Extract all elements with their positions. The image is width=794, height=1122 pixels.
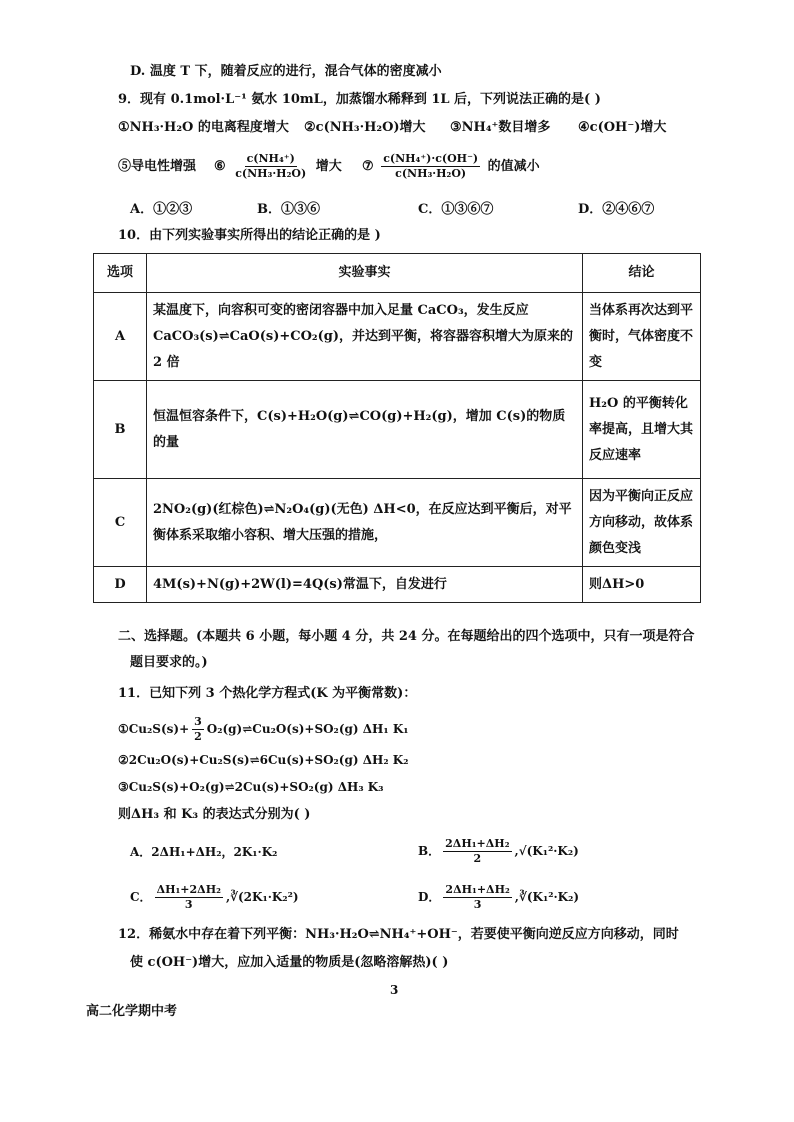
q9-s7-denominator: c(NH₃·H₂O) [395, 167, 467, 180]
q11-equation-3: ③Cu₂S(s)+O₂(g)⇌2Cu(s)+SO₂(g) ΔH₃ K₃ [118, 780, 384, 794]
q11-eq1-left: ①Cu₂S(s)+ [118, 722, 190, 736]
q10-stem: 10．由下列实验事实所得出的结论正确的是 ) [118, 228, 381, 243]
q9-s6-numerator: c(NH₄⁺) [246, 152, 295, 165]
table-row [94, 293, 701, 381]
row-d-fact: 4M(s)+N(g)+2W(l)=4Q(s)常温下，自发进行 [147, 567, 583, 603]
q9-statement-2: ②c(NH₃·H₂O)增大 [304, 120, 426, 135]
q9-statement-3: ③NH₄⁺数目增多 [450, 120, 551, 135]
q8-option-d: D. 温度 T 下，随着反应的进行，混合气体的密度减小 [130, 64, 442, 79]
q9-s7-marker: ⑦ [362, 159, 374, 174]
header-fact: 实验事实 [147, 254, 583, 293]
q9-s7-suffix: 的值减小 [487, 159, 540, 174]
row-d-conclusion: 则ΔH>0 [583, 567, 701, 603]
row-c-conclusion: 因为平衡向正反应方向移动，故体系颜色变浅 [583, 479, 701, 567]
q9-statement-7 [362, 148, 540, 186]
q11-option-c [130, 878, 299, 916]
q9-option-a: A．①②③ [130, 202, 193, 217]
q11-c-num: ΔH₁+2ΔH₂ [156, 883, 221, 896]
header-option: 选项 [94, 254, 147, 293]
q11-eq1-num: 3 [194, 715, 202, 728]
q11-b-num: 2ΔH₁+ΔH₂ [445, 837, 510, 850]
q11-d-den: 3 [473, 898, 482, 911]
q9-s6-marker: ⑥ [214, 159, 226, 174]
q9-s6-fraction [233, 152, 308, 181]
q11-eq1-right: O₂(g)⇌Cu₂O(s)+SO₂(g) ΔH₁ K₁ [206, 722, 409, 736]
q11-c-den: 3 [184, 898, 193, 911]
q9-s7-fraction [381, 152, 480, 181]
section-2-heading-cont: 题目要求的。) [130, 655, 208, 670]
q11-c-label: C． [130, 890, 152, 904]
table-header-row [94, 254, 701, 293]
q9-s7-numerator: c(NH₄⁺)·c(OH⁻) [383, 152, 479, 165]
q11-question: 则ΔH₃ 和 K₃ 的表达式分别为( ) [118, 807, 311, 822]
q11-eq1-fraction [192, 715, 204, 744]
q11-b-den: 2 [473, 852, 482, 865]
q9-option-c: C．①③⑥⑦ [418, 202, 494, 217]
q11-b-fraction [443, 837, 511, 866]
q11-option-b [418, 832, 579, 870]
section-2-heading: 二、选择题。(本题共 6 小题，每小题 4 分，共 24 分。在每题给出的四个选项中，只有一项是符合 [118, 629, 695, 644]
experiment-table [93, 253, 701, 603]
q9-statement-4: ④c(OH⁻)增大 [578, 120, 667, 135]
q9-s6-denominator: c(NH₃·H₂O) [235, 167, 307, 180]
q11-d-fraction [443, 883, 511, 912]
row-b-conclusion: H₂O 的平衡转化率提高，且增大其反应速率 [583, 381, 701, 479]
q11-option-d [418, 878, 579, 916]
q12-stem-line1: 12．稀氨水中存在着下列平衡：NH₃·H₂O⇌NH₄⁺+OH⁻，若要使平衡向逆反应方向移动，同时 [118, 927, 679, 942]
q11-d-root: ,∛(K₁²·K₂) [514, 890, 580, 904]
q11-option-a: A．2ΔH₁+ΔH₂，2K₁·K₂ [130, 845, 278, 859]
q11-c-root: ,∛(2K₁·K₂²) [225, 890, 299, 904]
page-number: 3 [390, 983, 399, 997]
q12-stem-line2: 使 c(OH⁻)增大，应加入适量的物质是(忽略溶解热)( ) [130, 955, 449, 970]
q9-s6-suffix: 增大 [315, 159, 342, 174]
q9-option-d: D．②④⑥⑦ [578, 202, 655, 217]
q11-d-label: D． [418, 890, 441, 904]
q11-b-label: B． [418, 844, 441, 858]
row-b-fact: 恒温恒容条件下，C(s)+H₂O(g)⇌CO(g)+H₂(g)，增加 C(s)的物质的量 [147, 381, 583, 479]
table-row [94, 381, 701, 479]
q11-b-root: ,√(K₁²·K₂) [514, 844, 579, 858]
footer-label: 高二化学期中考 [86, 1004, 178, 1019]
row-d-option: D [94, 567, 147, 603]
q11-equation-2: ②2Cu₂O(s)+Cu₂S(s)⇌6Cu(s)+SO₂(g) ΔH₂ K₂ [118, 753, 409, 767]
table-row [94, 479, 701, 567]
q9-statement-6 [214, 148, 342, 186]
q11-c-fraction [155, 883, 223, 912]
row-a-conclusion: 当体系再次达到平衡时，气体密度不变 [583, 293, 701, 381]
row-a-fact: 某温度下，向容积可变的密闭容器中加入足量 CaCO₃，发生反应 CaCO₃(s)⇌CaO(s)+CO₂(g)，并达到平衡，将容器容积增大为原来的 2 倍 [147, 293, 583, 381]
header-conclusion: 结论 [583, 254, 701, 293]
q9-stem: 9．现有 0.1mol·L⁻¹ 氨水 10mL，加蒸馏水稀释到 1L 后，下列说法正确的是( ) [118, 92, 601, 107]
row-a-option: A [94, 293, 147, 381]
table-row [94, 567, 701, 603]
q11-equation-1 [118, 710, 409, 748]
q11-eq1-den: 2 [194, 730, 202, 743]
q9-statement-5: ⑤导电性增强 [118, 159, 197, 174]
q9-statement-1: ①NH₃·H₂O 的电离程度增大 [118, 120, 289, 135]
q11-d-num: 2ΔH₁+ΔH₂ [445, 883, 510, 896]
q11-stem: 11．已知下列 3 个热化学方程式(K 为平衡常数)： [118, 686, 417, 701]
row-c-option: C [94, 479, 147, 567]
row-b-option: B [94, 381, 147, 479]
q9-option-b: B．①③⑥ [257, 202, 320, 217]
row-c-fact: 2NO₂(g)(红棕色)⇌N₂O₄(g)(无色) ΔH<0，在反应达到平衡后，对平衡体系采取缩小容积、增大压强的措施， [147, 479, 583, 567]
